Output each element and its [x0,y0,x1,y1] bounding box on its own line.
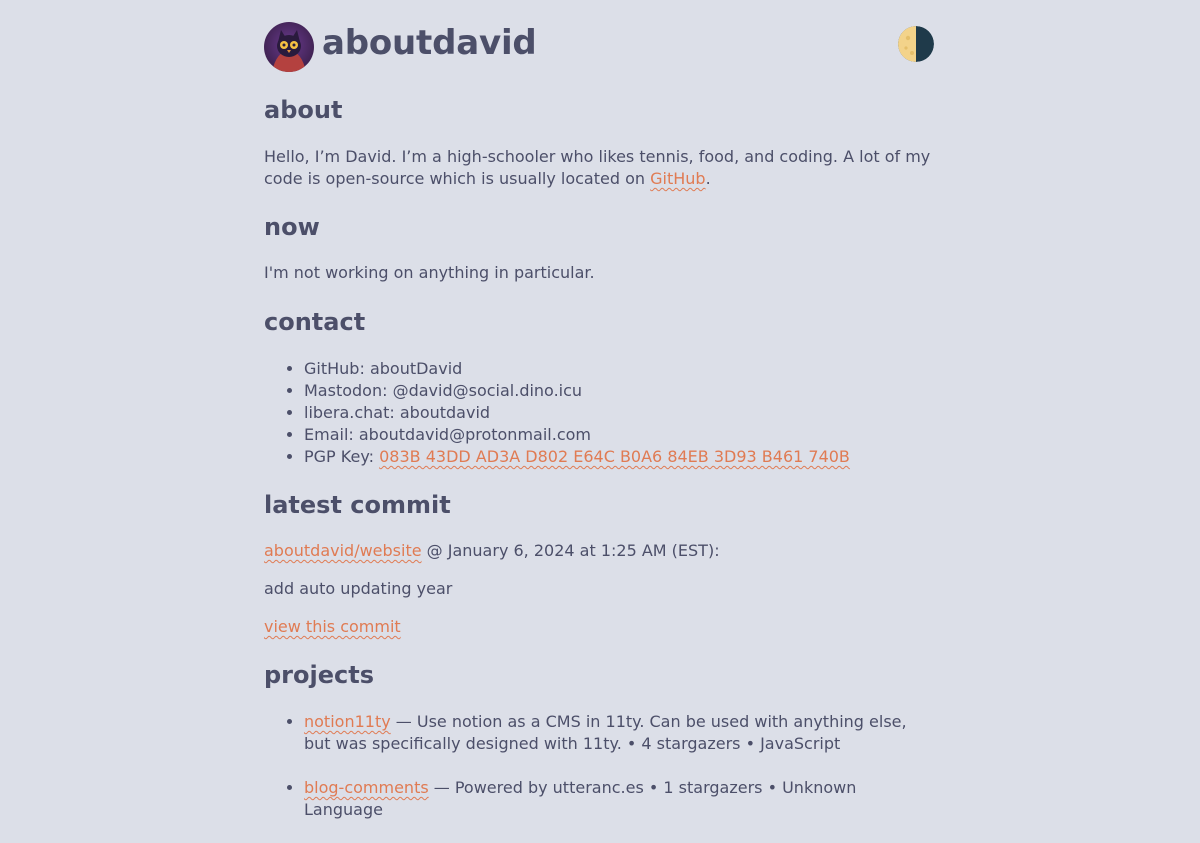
contact-value: aboutDavid [369,359,463,378]
projects-list [264,711,934,843]
site-header [264,0,934,88]
commit-repo-link[interactable]: aboutdavid/website [264,541,422,560]
commit-date: @ January 6, 2024 at 1:25 AM (EST): [421,541,720,560]
contact-value: aboutdavid [399,403,491,422]
contact-heading: contact [264,308,366,336]
about-text-before: Hello, I’m David. I’m a high-schooler who likes tennis, food, and coding. A lot of my code is open-source which is usually located on [264,147,931,188]
contact-item-pgp [304,446,934,468]
view-commit-link[interactable]: view this commit [264,617,401,636]
commit-message: add auto updating year [264,579,453,598]
project-description: — Powered by utteranc.es • 1 stargazers • Unknown Language [304,778,857,819]
contact-label: GitHub: [304,359,365,378]
now-heading: now [264,213,320,241]
site-title[interactable]: aboutdavid [322,23,537,63]
project-link-blog-comments[interactable]: blog-comments [304,778,429,797]
contact-item-libera [304,402,934,424]
about-text-after: . [705,169,711,188]
about-heading: about [264,96,343,124]
project-description: — Use notion as a CMS in 11ty. Can be used with anything else, but was specifically designed with 11ty. • 4 stargazers • JavaScript [304,712,907,753]
project-link-notion11ty[interactable]: notion11ty [304,712,391,731]
commit-view [264,616,401,638]
contact-item-github [304,358,934,380]
latest-commit-heading: latest commit [264,491,451,519]
contact-label: Email: [304,425,354,444]
contact-label: Mastodon: [304,381,388,400]
moon-icon[interactable] [898,26,934,62]
commit-info [264,540,720,562]
projects-heading: projects [264,661,374,689]
contact-item-mastodon [304,380,934,402]
page [264,0,934,819]
github-link[interactable]: GitHub [650,169,706,188]
now-text: I'm not working on anything in particular. [264,263,595,282]
project-item [304,777,934,821]
contact-list [264,358,934,468]
contact-value: @david@social.dino.icu [392,381,583,400]
project-item [304,711,934,755]
avatar-owl-icon[interactable] [264,22,314,72]
contact-label: PGP Key: [304,447,375,466]
contact-label: libera.chat: [304,403,395,422]
contact-item-email [304,424,934,446]
contact-value: aboutdavid@protonmail.com [358,425,591,444]
pgp-key-link[interactable]: 083B 43DD AD3A D802 E64C B0A6 84EB 3D93 B461 740B [379,447,850,466]
about-text [264,146,934,190]
